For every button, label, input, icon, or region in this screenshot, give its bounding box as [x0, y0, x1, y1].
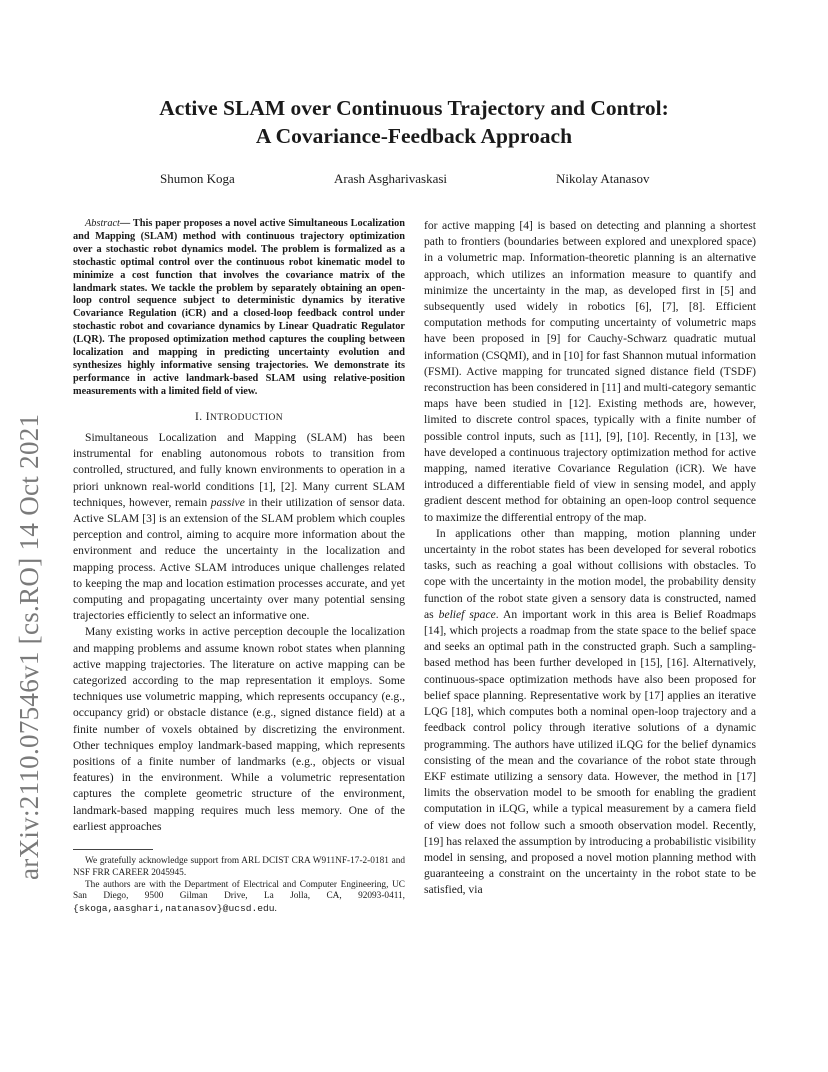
author-3: Nikolay Atanasov — [556, 171, 650, 186]
abstract-text: — This paper proposes a novel active Simultaneous Localization and Mapping (SLAM) method with continuous trajectory optimization over a stochastic robot dynamics model. The problem is formalized as a stochastic optimal control over the continuous robot kinematic model to minimize a cost function that involves the covariance matrix of the landmark states. We tackle the problem by separately obtaining an open-loop control sequence subject to deterministic dynamics by iterative Covariance Regulation (iCR) and a closed-loop feedback control under stochastic robot and covariance dynamics by Linear Quadratic Regulator (LQR). The proposed optimization method captures the coupling between localization and mapping in predicting uncertainty evolution and synthesizes highly informative sensing trajectories. We demonstrate its performance in active landmark-based SLAM using relative-position measurements with a limited field of view. — [73, 218, 405, 397]
right-column — [424, 218, 756, 899]
abstract — [73, 218, 405, 399]
author-1: Shumon Koga — [160, 171, 235, 186]
author-list — [0, 171, 828, 191]
footnote-affiliation: The authors are with the Department of Electrical and Computer Engineering, UC San Diego, 9500 Gilman Drive, La Jolla, CA, 92093-0411, {skoga,aasghari,natanasov}@ucsd.edu. — [73, 879, 405, 915]
footnote-funding: We gratefully acknowledge support from ARL DCIST CRA W911NF-17-2-0181 and NSF FRR CAREER 2045945. — [73, 855, 405, 878]
intro-paragraph-2: Many existing works in active perception decouple the localization and mapping problems and assume known robot states when planning active mapping trajectories. The literature on active mapping can be categorized according to the map representation it employs. Some techniques use volumetric mapping, which represents occupancy (e.g., occupancy grid) or obstacle distance (e.g., signed distance field) at a finite number of voxels obtained by discretizing the environment. Other techniques employ landmark-based mapping, which represents positions of a finite number of landmarks (e.g., objects or visual features) in the environment. While a volumetric representation captures the complete geometric structure of the environment, landmark-based mapping requires much less memory. One of the earliest approaches — [73, 625, 405, 833]
paper-title — [0, 94, 828, 150]
abstract-label: Abstract — [85, 218, 120, 229]
author-2: Arash Asgharivaskasi — [334, 171, 448, 186]
intro-paragraph-1: Simultaneous Localization and Mapping (SLAM) has been instrumental for enabling autonomous robots to transition from controlled, structured, and fully known environments to operation in a priori unknown real-world conditions [1], [2]. Many current SLAM techniques, however, remain passive in their utilization of sensor data. Active SLAM [3] is an extension of the SLAM problem which couples perception and control, aiming to acquire more information about the environment and reduce the uncertainty in the localization and mapping process. Active SLAM introduces unique challenges related to keeping the map and location estimation processes accurate, and yet computing and propagating uncertainty over many potential sensing trajectories efficiently to select an informative one. — [73, 430, 406, 623]
title-line-1: Active SLAM over Continuous Trajectory and Control: — [159, 96, 669, 120]
arxiv-identifier: arXiv:2110.07546v1 [cs.RO] 14 Oct 2021 — [14, 413, 44, 880]
section-heading-introduction: I. INTRODUCTION — [194, 410, 284, 423]
related-work-paragraph-2: In applications other than mapping, motion planning under uncertainty in the robot states has been developed for several robotics tasks, such as reaching a goal without collisions with obstacles. To cope with the uncertainty in the motion model, the probability density function of the robot state given a sensory data is constructed, named as belief space. An important work in this area is Belief Roadmaps [14], which projects a roadmap from the state space to the belief space and seeks an optimal path in the constructed graph. Such a sampling-based method has been further developed in [15], [16]. Alternatively, continuous-space optimization methods have also been proposed for belief space planning. Representative work by [17] applies an iterative LQG [18], which computes both a nominal open-loop trajectory and a feedback control policy through iterative solutions of a dynamic programming. The authors have utilized iLQG for the belief dynamics consisting of the mean and the covariance of the robot state through EKF estimate utilizing a sensory data. However, the method in [17] limits the observation model to be smooth for enabling the gradient computation in iLQG, while a typical measurement by a camera field of view does not follow such a smooth observation model. Recently, [19] has relaxed the assumption by introducing a probabilistic visibility model in sensing, and proposed a novel motion planning method with guaranteeing a constraint on the uncertainty in the robot state to be satisfied, via — [424, 526, 756, 897]
footnote-divider — [73, 849, 153, 850]
left-column — [73, 218, 405, 916]
author-emails: {skoga,aasghari,natanasov}@ucsd.edu — [73, 903, 275, 915]
related-work-paragraph-1: for active mapping [4] is based on detecting and planning a shortest path to frontiers (boundaries between explored and unexplored space) in a volumetric map. Information-theoretic planning is an alternative approach, which utilizes an information measure to quantify and minimize the uncertainty in the map, as developed first in [5] and subsequently used widely in robotics [6], [7], [8]. Efficient computation methods for computing uncertainty of volumetric maps have been proposed in [9] for Cauchy-Schwarz quadratic mutual information (CSQMI), and in [10] for fast Shannon mutual information (FSMI). Active mapping for truncated signed distance field (TSDF) reconstruction has been considered in [11] and multi-category semantic maps have been studied in [12]. Existing methods are, however, limited to discrete control spaces, typically with a finite number of possible control inputs, such as [11], [9], [10]. Recently, in [13], we have developed a continuous trajectory optimization method for active mapping, named iterative Covariance Regulation (iCR). We have introduced a differentiable field of view in sensing model, and apply gradient descent method for obtaining an open-loop control sequence to maximize the differential entropy of the map. — [424, 219, 756, 524]
title-line-2: A Covariance-Feedback Approach — [255, 124, 573, 148]
